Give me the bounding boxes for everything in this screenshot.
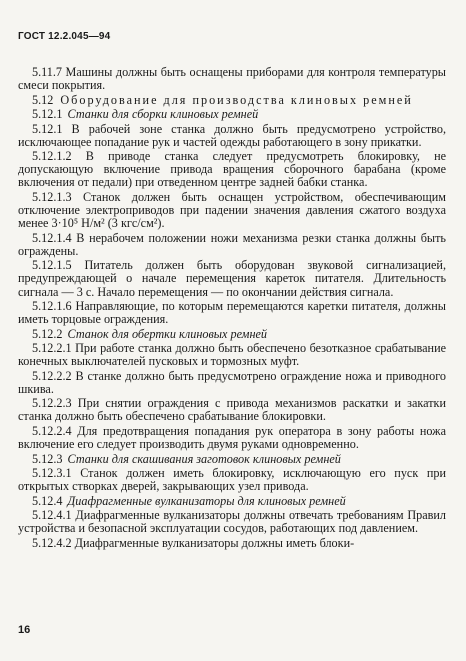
paragraph: 5.12.4.2 Диафрагменные вулканизаторы должны иметь блоки- [32, 535, 355, 550]
subsection-heading [18, 495, 446, 508]
subsection-title: Станки для скашивания заготовок клиновых ремней [67, 451, 341, 466]
paragraph: 5.12.3.1 Станок должен иметь блокировку, исключающую его пуск при открытых створках дверей, закрывающих узел привода. [18, 465, 446, 494]
paragraph: 5.12.1.4 В нерабочем положении ножи механизма резки станка должны быть ограждены. [18, 230, 446, 258]
paragraph: 5.12.1.5 Питатель должен быть оборудован звуковой сигнализацией, предупреждающей о начале перемещения кареток питателя. Длительность сигнала — 3 с. Начало перемещения — по окончании действия сигнала. [18, 258, 446, 299]
section-title: Оборудование для производства клиновых ремней [60, 92, 413, 107]
section-number: 5.12 [32, 92, 54, 107]
subsection-heading [18, 108, 446, 121]
paragraph: 5.12.2.3 При снятии ограждения с привода механизмов раскатки и закатки станка должно быть обеспечено срабатывание блокировки. [18, 396, 446, 424]
paragraph: 5.12.2.4 Для предотвращения попадания рук оператора в зону работы ножа включение его следует производить двумя руками одновременно. [18, 423, 446, 452]
subsection-number: 5.12.3 [32, 451, 63, 466]
paragraph: 5.12.1.6 Направляющие, по которым перемещаются каретки питателя, должны иметь торцовые ограждения. [18, 299, 446, 327]
paragraph: 5.12.2.2 В станке должно быть предусмотрено ограждение ножа и приводного шкива. [18, 368, 446, 396]
subsection-heading [18, 328, 446, 341]
body-text [18, 66, 446, 550]
paragraph: 5.12.1 В рабочей зоне станка должно быть предусмотрено устройство, исключающее попадание рук и частей одежды работающего в зону прикатки. [18, 121, 446, 149]
section-heading [18, 94, 446, 107]
paragraph: 5.12.2.1 При работе станка должно быть обеспечено безотказное срабатывание конечных выключателей пусковых и тормозных муфт. [18, 341, 446, 369]
running-header: ГОСТ 12.2.045—94 [18, 31, 111, 42]
paragraph: 5.12.1.2 В приводе станка следует предусмотреть блокировку, не допускающую включение привода вращения сборочного барабана (кроме включения от педали) при отведенном центре задней бабки станка. [18, 149, 446, 190]
subsection-title: Станок для обертки клиновых ремней [67, 326, 268, 341]
subsection-title: Диафрагменные вулканизаторы для клиновых ремней [67, 493, 346, 508]
page-number: 16 [18, 624, 31, 636]
subsection-title: Станки для сборки клиновых ремней [67, 107, 259, 122]
paragraph: 5.12.4.1 Диафрагменные вулканизаторы должны отвечать требованиям Правил устройства и безопасной эксплуатации сосудов, работающих под давлением. [18, 508, 446, 536]
subsection-number: 5.12.4 [32, 493, 63, 508]
subsection-number: 5.12.1 [32, 107, 63, 122]
subsection-number: 5.12.2 [32, 326, 63, 341]
paragraph: 5.11.7 Машины должны быть оснащены приборами для контроля температуры смеси покрытия. [18, 65, 446, 93]
subsection-heading [18, 453, 446, 466]
paragraph: 5.12.1.3 Станок должен быть оснащен устройством, обеспечивающим отключение электроприводов при падении значения давления сжатого воздуха менее 3·10⁵ Н/м² (3 кгс/см²). [18, 189, 446, 231]
